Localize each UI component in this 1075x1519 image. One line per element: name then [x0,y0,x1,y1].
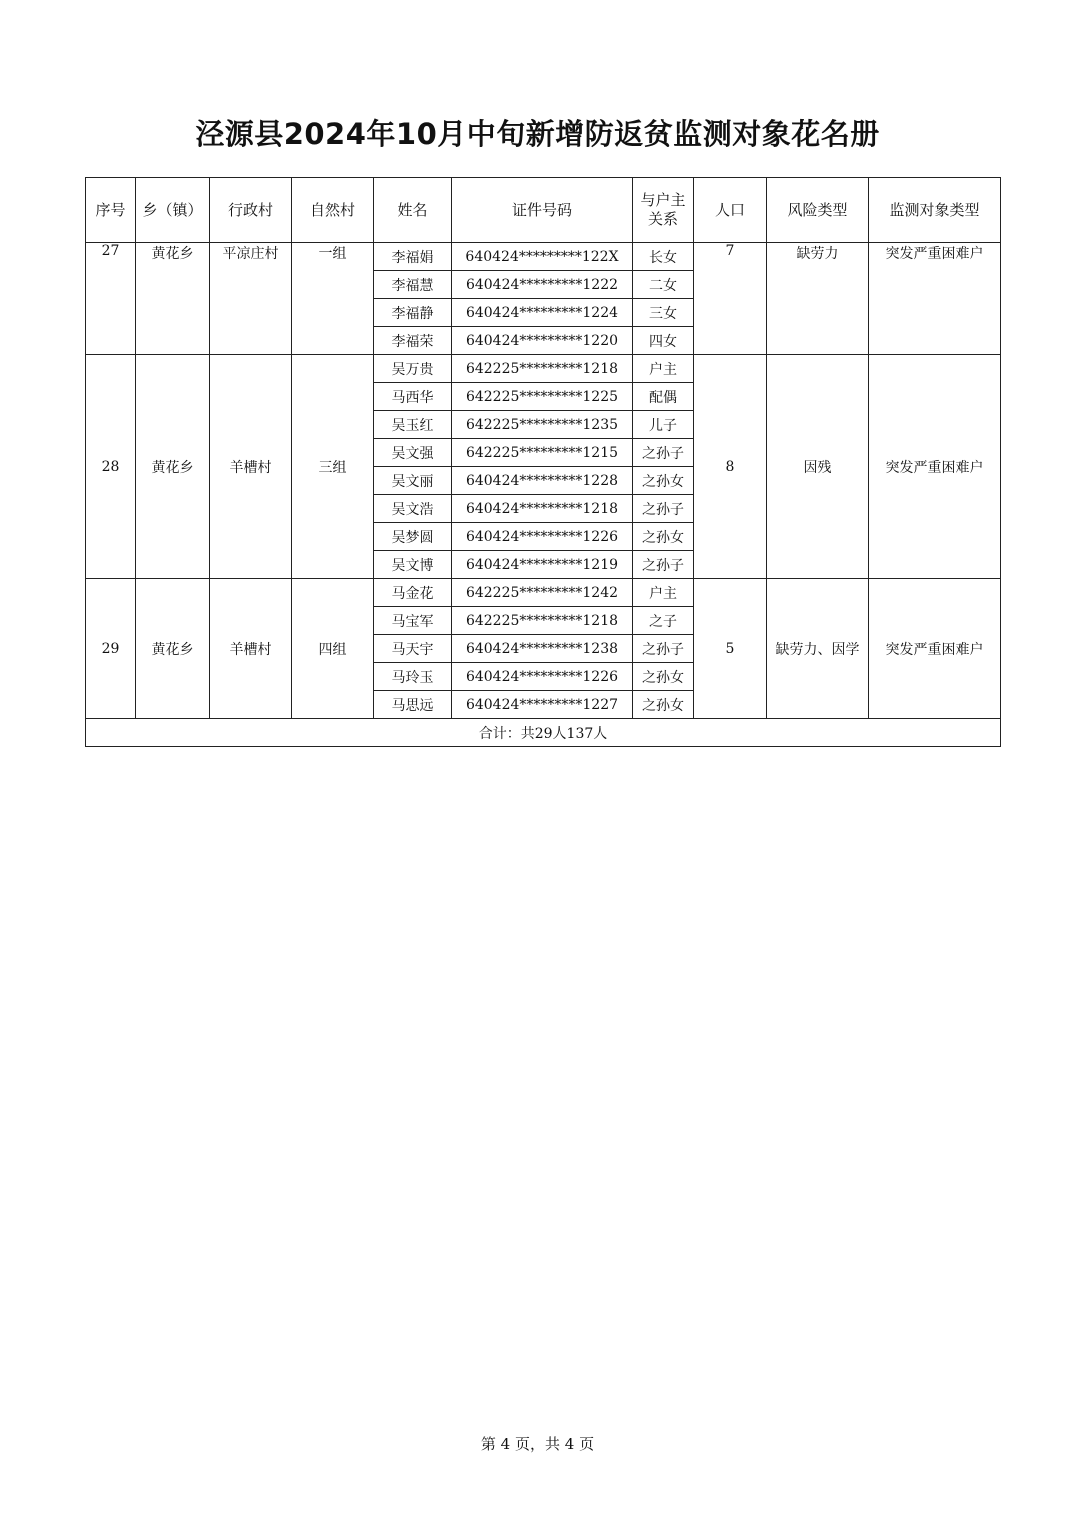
document-title: 泾源县2024年10月中旬新增防返贫监测对象花名册 [195,117,880,151]
member-name-cell: 吴玉红 [374,411,452,439]
member-relation-cell: 儿子 [633,411,694,439]
header-relation-line2: 关系 [647,210,678,228]
natural-village-cell: 四组 [292,579,374,719]
member-name-cell: 马宝军 [374,607,452,635]
member-id-cell: 642225*********1218 [452,355,633,383]
seq-cell: 27 [86,243,136,355]
member-name-cell: 马天宇 [374,635,452,663]
member-relation-cell: 户主 [633,579,694,607]
monitor-type-cell: 突发严重困难户 [869,355,1001,579]
header-seq: 序号 [86,178,136,243]
member-name-cell: 吴文丽 [374,467,452,495]
header-population: 人口 [694,178,767,243]
member-id-cell: 640424*********1227 [452,691,633,719]
natural-village-cell: 三组 [292,355,374,579]
population-cell: 5 [694,579,767,719]
member-relation-cell: 之孙子 [633,439,694,467]
member-relation-cell: 长女 [633,243,694,271]
risk-type-cell: 缺劳力 [767,243,869,355]
member-id-cell: 640424*********1228 [452,467,633,495]
member-relation-cell: 配偶 [633,383,694,411]
population-cell: 8 [694,355,767,579]
member-name-cell: 马西华 [374,383,452,411]
member-relation-cell: 户主 [633,355,694,383]
member-name-cell: 李福静 [374,299,452,327]
seq-cell: 28 [86,355,136,579]
member-name-cell: 吴文强 [374,439,452,467]
natural-village-cell: 一组 [292,243,374,355]
header-row [86,178,1001,243]
member-name-cell: 吴文博 [374,551,452,579]
township-cell: 黄花乡 [136,355,210,579]
admin-village-cell: 羊槽村 [210,579,292,719]
roster-body [86,243,1001,719]
member-name-cell: 吴文浩 [374,495,452,523]
total-cell: 合计：共29人137人 [86,719,1001,747]
member-id-cell: 642225*********1235 [452,411,633,439]
member-relation-cell: 之孙子 [633,551,694,579]
risk-type-cell: 缺劳力、因学 [767,579,869,719]
seq-cell: 29 [86,579,136,719]
header-township: 乡（镇） [136,178,210,243]
township-cell: 黄花乡 [136,579,210,719]
header-monitor-type: 监测对象类型 [869,178,1001,243]
monitor-type-cell: 突发严重困难户 [869,579,1001,719]
header-relation-line1: 与户主 [640,191,686,209]
member-name-cell: 李福慧 [374,271,452,299]
member-name-cell: 吴万贵 [374,355,452,383]
township-cell: 黄花乡 [136,243,210,355]
member-id-cell: 640424*********1226 [452,523,633,551]
member-relation-cell: 二女 [633,271,694,299]
member-relation-cell: 之孙女 [633,663,694,691]
header-admin-village: 行政村 [210,178,292,243]
member-id-cell: 640424*********1224 [452,299,633,327]
table-row [86,355,1001,383]
header-natural-village: 自然村 [292,178,374,243]
member-id-cell: 640424*********1238 [452,635,633,663]
member-id-cell: 642225*********1225 [452,383,633,411]
table-row [86,243,1001,271]
member-id-cell: 642225*********1218 [452,607,633,635]
member-id-cell: 642225*********1242 [452,579,633,607]
member-relation-cell: 三女 [633,299,694,327]
header-id-number: 证件号码 [452,178,633,243]
admin-village-cell: 平凉庄村 [210,243,292,355]
member-relation-cell: 之孙女 [633,467,694,495]
member-id-cell: 640424*********1226 [452,663,633,691]
member-name-cell: 马思远 [374,691,452,719]
member-relation-cell: 之孙子 [633,635,694,663]
member-relation-cell: 四女 [633,327,694,355]
admin-village-cell: 羊槽村 [210,355,292,579]
member-id-cell: 642225*********1215 [452,439,633,467]
member-relation-cell: 之孙女 [633,691,694,719]
roster-table [85,177,1001,747]
member-name-cell: 马金花 [374,579,452,607]
member-id-cell: 640424*********1222 [452,271,633,299]
page-footer: 第 4 页，共 4 页 [480,1435,595,1453]
population-cell: 7 [694,243,767,355]
member-relation-cell: 之子 [633,607,694,635]
member-name-cell: 李福娟 [374,243,452,271]
member-name-cell: 李福荣 [374,327,452,355]
header-risk-type: 风险类型 [767,178,869,243]
header-name: 姓名 [374,178,452,243]
member-id-cell: 640424*********1219 [452,551,633,579]
header-relation [633,178,694,243]
member-id-cell: 640424*********122X [452,243,633,271]
member-id-cell: 640424*********1220 [452,327,633,355]
member-relation-cell: 之孙子 [633,495,694,523]
member-name-cell: 吴梦圆 [374,523,452,551]
total-row [86,719,1001,747]
member-name-cell: 马玲玉 [374,663,452,691]
member-relation-cell: 之孙女 [633,523,694,551]
risk-type-cell: 因残 [767,355,869,579]
member-id-cell: 640424*********1218 [452,495,633,523]
table-row [86,579,1001,607]
monitor-type-cell: 突发严重困难户 [869,243,1001,355]
